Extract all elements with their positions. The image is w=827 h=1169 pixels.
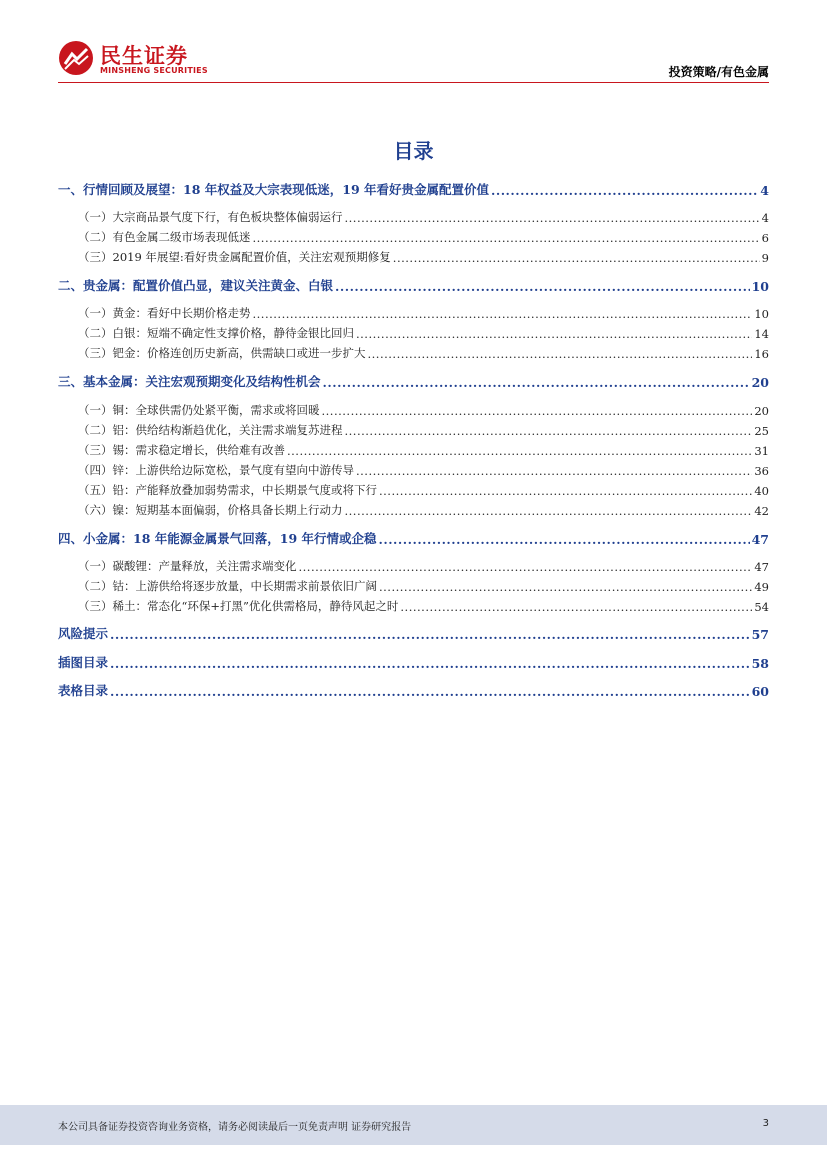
toc-section-entry[interactable] bbox=[58, 370, 769, 390]
toc-leader-dots bbox=[393, 251, 760, 265]
toc-subsection-entry[interactable] bbox=[58, 458, 769, 478]
toc-leader-dots bbox=[400, 600, 752, 614]
toc-entry-page: 42 bbox=[754, 504, 769, 518]
toc-entry-page: 4 bbox=[760, 183, 769, 198]
toc-entry-page: 14 bbox=[754, 327, 769, 341]
toc-entry-page: 60 bbox=[751, 684, 769, 699]
toc-entry-page: 49 bbox=[754, 580, 769, 594]
toc-subsection-entry[interactable] bbox=[58, 398, 769, 418]
toc-entry-page: 31 bbox=[754, 444, 769, 458]
toc-section-entry[interactable] bbox=[58, 274, 769, 294]
toc-leader-dots bbox=[345, 211, 760, 225]
toc-entry-text: （三）钯金：价格连创历史新高，供需缺口或进一步扩大 bbox=[78, 346, 366, 360]
toc-entry-text: （五）铅：产能释放叠加弱势需求，中长期景气度或将下行 bbox=[78, 483, 377, 497]
toc-entry-page: 25 bbox=[754, 424, 769, 438]
toc-title: 目录 bbox=[393, 139, 434, 163]
toc-leader-dots bbox=[287, 444, 752, 458]
toc-subsection-entry[interactable] bbox=[58, 205, 769, 225]
toc-subsection-entry[interactable] bbox=[58, 301, 769, 321]
toc-entry-text: （一）碳酸锂：产量释放，关注需求端变化 bbox=[78, 559, 297, 573]
toc-entry-text: （六）镍：短期基本面偏弱，价格具备长期上行动力 bbox=[78, 503, 343, 517]
toc-entry-text: 四、小金属：18 年能源金属景气回落，19 年行情或企稳 bbox=[58, 531, 377, 546]
toc-entry-page: 58 bbox=[751, 656, 769, 671]
toc-subsection-entry[interactable] bbox=[58, 245, 769, 265]
toc-subsection-entry[interactable] bbox=[58, 594, 769, 614]
toc-entry-text: （二）铝：供给结构渐趋优化，关注需求端复苏进程 bbox=[78, 423, 343, 437]
toc-entry-text: 风险提示 bbox=[58, 626, 109, 641]
toc-leader-dots bbox=[368, 347, 753, 361]
toc-entry-page: 57 bbox=[751, 627, 769, 642]
toc-entry-text: （三）稀土：常态化“环保+打黑”优化供需格局，静待风起之时 bbox=[78, 599, 399, 613]
toc-leader-dots bbox=[110, 684, 750, 699]
toc-leader-dots bbox=[323, 375, 750, 390]
toc-entry-page: 16 bbox=[754, 347, 769, 361]
toc-leader-dots bbox=[356, 327, 752, 341]
toc-entry-page: 9 bbox=[761, 251, 769, 265]
toc-entry-text: （四）锌：上游供给边际宽松，景气度有望向中游传导 bbox=[78, 463, 354, 477]
page-footer bbox=[0, 1105, 827, 1145]
toc-leader-dots bbox=[491, 183, 758, 198]
company-logo bbox=[58, 40, 208, 80]
toc-entry-text: （三）2019 年展望:看好贵金属配置价值，关注宏观预期修复 bbox=[78, 250, 391, 264]
toc-entry-page: 6 bbox=[761, 231, 769, 245]
toc-leader-dots bbox=[253, 307, 753, 321]
toc-entry-text: 插图目录 bbox=[58, 655, 109, 670]
toc-leader-dots bbox=[322, 404, 753, 418]
toc-subsection-entry[interactable] bbox=[58, 554, 769, 574]
toc-leader-dots bbox=[379, 580, 752, 594]
toc-section-entry[interactable] bbox=[58, 651, 769, 671]
toc-subsection-entry[interactable] bbox=[58, 478, 769, 498]
toc-subsection-entry[interactable] bbox=[58, 225, 769, 245]
toc-leader-dots bbox=[299, 560, 753, 574]
toc-leader-dots bbox=[110, 627, 750, 642]
toc-subsection-entry[interactable] bbox=[58, 321, 769, 341]
toc-entry-page: 4 bbox=[761, 211, 769, 225]
logo-text-en: MINSHENG SECURITIES bbox=[100, 66, 208, 75]
toc-section-entry[interactable] bbox=[58, 178, 769, 198]
toc-section-entry[interactable] bbox=[58, 527, 769, 547]
logo-mark-icon bbox=[58, 40, 94, 76]
toc-entry-page: 20 bbox=[754, 404, 769, 418]
toc-subsection-entry[interactable] bbox=[58, 341, 769, 361]
report-category: 投资策略/有色金属 bbox=[668, 65, 769, 79]
toc-leader-dots bbox=[379, 532, 750, 547]
toc-entry-text: （二）有色金属二级市场表现低迷 bbox=[78, 230, 251, 244]
toc-entry-text: 三、基本金属：关注宏观预期变化及结构性机会 bbox=[58, 374, 321, 389]
toc-subsection-entry[interactable] bbox=[58, 574, 769, 594]
toc-entry-text: （一）铜：全球供需仍处紧平衡，需求或将回暖 bbox=[78, 403, 320, 417]
logo-text-cn: 民生证券 bbox=[100, 44, 188, 68]
toc-entry-text: （一）大宗商品景气度下行，有色板块整体偏弱运行 bbox=[78, 210, 343, 224]
toc-entry-page: 20 bbox=[751, 375, 769, 390]
toc-entry-page: 54 bbox=[754, 600, 769, 614]
toc-leader-dots bbox=[345, 424, 753, 438]
toc-leader-dots bbox=[110, 656, 750, 671]
toc-entry-text: （三）锡：需求稳定增长，供给难有改善 bbox=[78, 443, 285, 457]
toc-leader-dots bbox=[356, 464, 752, 478]
toc-entry-text: （二）白银：短端不确定性支撑价格，静待金银比回归 bbox=[78, 326, 354, 340]
toc-entry-text: （一）黄金：看好中长期价格走势 bbox=[78, 306, 251, 320]
toc-entry-page: 10 bbox=[754, 307, 769, 321]
toc-entry-page: 36 bbox=[754, 464, 769, 478]
toc-entry-page: 10 bbox=[751, 279, 769, 294]
footer-disclaimer: 本公司具备证券投资咨询业务资格，请务必阅读最后一页免责声明 证券研究报告 bbox=[58, 1122, 412, 1133]
header-divider bbox=[58, 82, 769, 83]
toc-entry-page: 47 bbox=[751, 532, 769, 547]
toc-entry-page: 40 bbox=[754, 484, 769, 498]
toc-section-entry[interactable] bbox=[58, 622, 769, 642]
toc-section-entry[interactable] bbox=[58, 679, 769, 699]
toc-subsection-entry[interactable] bbox=[58, 438, 769, 458]
page-header bbox=[0, 0, 827, 84]
page-number: 3 bbox=[762, 1118, 769, 1129]
toc-entry-text: 表格目录 bbox=[58, 683, 109, 698]
toc-entry-text: 二、贵金属：配置价值凸显，建议关注黄金、白银 bbox=[58, 278, 334, 293]
toc-subsection-entry[interactable] bbox=[58, 418, 769, 438]
toc-subsection-entry[interactable] bbox=[58, 498, 769, 518]
toc-leader-dots bbox=[345, 504, 753, 518]
toc-leader-dots bbox=[379, 484, 752, 498]
toc-entry-text: （二）钴：上游供给将逐步放量，中长期需求前景依旧广阔 bbox=[78, 579, 377, 593]
toc-entry-text: 一、行情回顾及展望：18 年权益及大宗表现低迷，19 年看好贵金属配置价值 bbox=[58, 182, 489, 197]
toc-entry-page: 47 bbox=[754, 560, 769, 574]
toc-leader-dots bbox=[335, 279, 750, 294]
toc-leader-dots bbox=[253, 231, 760, 245]
